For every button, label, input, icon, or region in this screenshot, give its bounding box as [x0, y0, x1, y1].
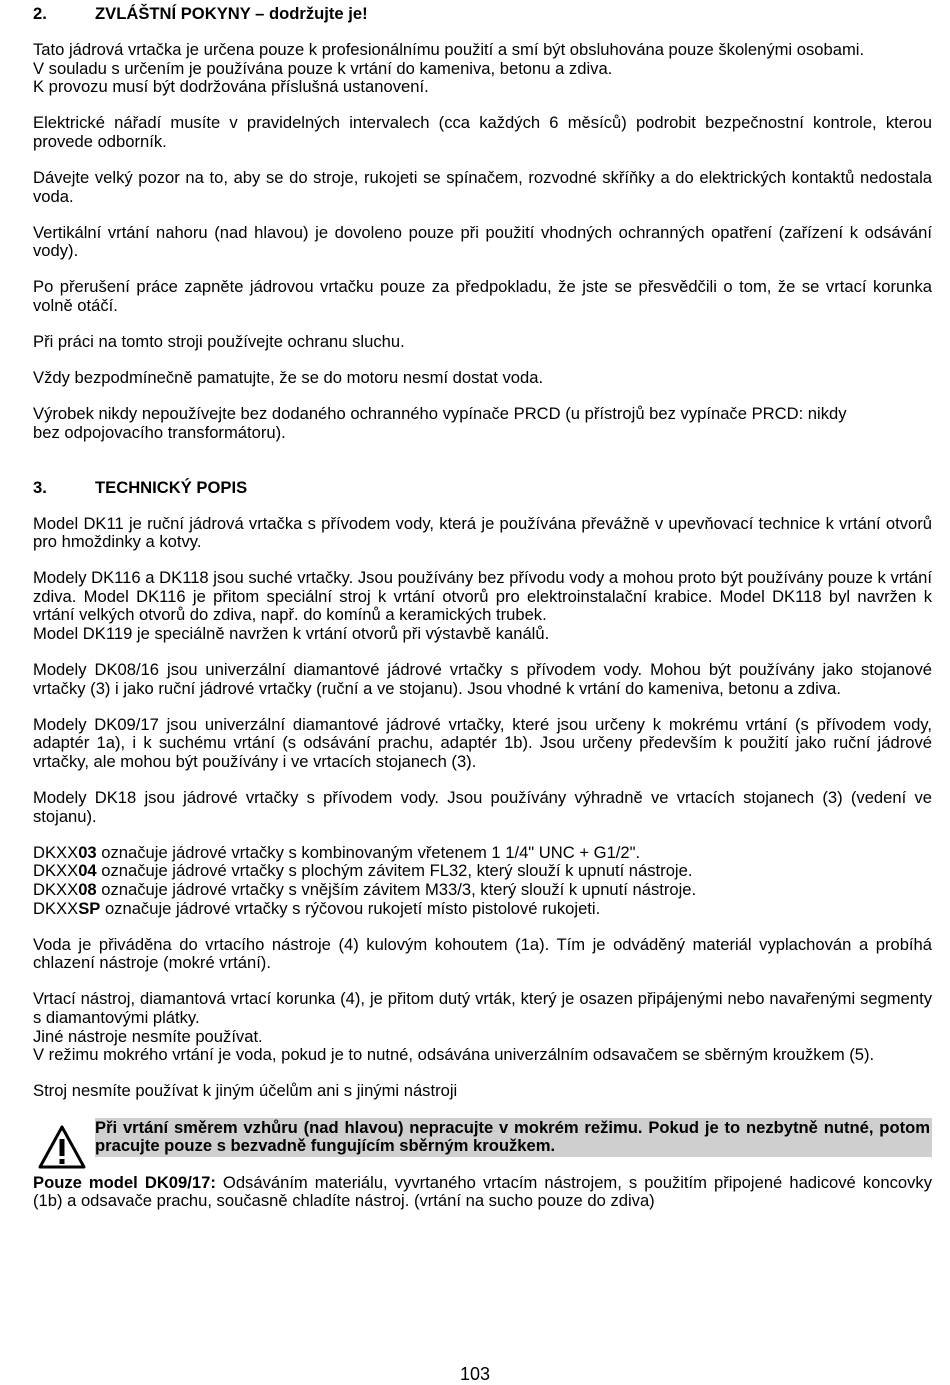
section-number: 3.	[33, 477, 47, 497]
paragraph: Jiné nástroje nesmíte používat.	[33, 1026, 263, 1046]
paragraph: Model DK11 je ruční jádrová vrtačka s přívodem vody, která je používána převážně v upevňovací technice k vrtání otvorů pro hmoždinky a kotvy.	[33, 513, 932, 552]
document-page	[33, 5, 932, 1211]
paragraph: K provozu musí být dodržována příslušná ustanovení.	[33, 77, 429, 97]
paragraph: Modely DK09/17 jsou univerzální diamantové jádrové vrtačky, které jsou určeny k mokrému vrtání (s přívodem vody, adaptér 1a), i k suchému vrtání (s odsávání prachu, adaptér 1b). Jsou určeny především k použití jako ruční jádrové vrtačky, ale mohou být používány i ve vrtacích stojanech (3).	[33, 714, 932, 772]
paragraph: Elektrické nářadí musíte v pravidelných intervalech (cca každých 6 měsíců) podrobit bezpečnostní kontrole, kterou provede odborník.	[33, 113, 932, 151]
warning-triangle-icon	[33, 1118, 95, 1170]
paragraph: Stroj nesmíte používat k jiným účelům ani s jinými nástroji	[33, 1081, 458, 1101]
paragraph: Vrtací nástroj, diamantová vrtací korunka (4), je přitom dutý vrták, který je osazen připájenými nebo navařenými segmenty s diamantovými plátky.	[33, 989, 932, 1027]
note-paragraph	[33, 1174, 932, 1211]
section-title: ZVLÁŠTNÍ POKYNY – dodržujte je!	[95, 4, 368, 23]
section-2-heading	[33, 5, 932, 24]
section-title: TECHNICKÝ POPIS	[95, 477, 248, 497]
model-code-line: DKXX08 označuje jádrové vrtačky s vnějším závitem M33/3, který slouží k upnutí nástroje.	[33, 880, 697, 899]
paragraph: Modely DK08/16 jsou univerzální diamantové jádrové vrtačky s přívodem vody. Mohou být používány jako stojanové vrtačky (3) i jako ruční jádrové vrtačky (ruční a ve stojanu). Jsou vhodné k vrtání do kameniva, betonu a zdiva.	[33, 660, 932, 698]
paragraph: Model DK119 je speciálně navržen k vrtání otvorů při výstavbě kanálů.	[33, 624, 550, 644]
section-number: 2.	[33, 4, 47, 23]
note-text: Odsáváním materiálu, vyvrtaného vrtacím nástrojem, s použitím připojené hadicové koncovky (1b) a odsavače prachu, současně chladíte nástroj. (vrtání na sucho pouze do zdiva)	[33, 1172, 932, 1211]
paragraph: Tato jádrová vrtačka je určena pouze k profesionálnímu použití a smí být obsluhována pouze školenými osobami.	[33, 40, 865, 60]
note-label: Pouze model DK09/17:	[33, 1172, 216, 1192]
paragraph: Při práci na tomto stroji používejte ochranu sluchu.	[33, 332, 405, 352]
paragraph: Po přerušení práce zapněte jádrovou vrtačku pouze za předpokladu, že jste se přesvědčili o tom, že se vrtací korunka volně otáčí.	[33, 277, 932, 316]
paragraph: bez odpojovacího transformátoru).	[33, 422, 286, 442]
section-3-heading	[33, 479, 932, 498]
model-code-list	[33, 844, 932, 918]
paragraph: V režimu mokrého vrtání je voda, pokud je to nutné, odsávána univerzálním odsavačem se sběrným kroužkem (5).	[33, 1045, 875, 1065]
paragraph: Vždy bezpodmínečně pamatujte, že se do motoru nesmí dostat voda.	[33, 368, 544, 388]
paragraph: V souladu s určením je používána pouze k vrtání do kameniva, betonu a zdiva.	[33, 58, 613, 78]
paragraph: Výrobek nikdy nepoužívejte bez dodaného ochranného vypínače PRCD (u přístrojů bez vypínače PRCD: nikdy	[33, 404, 847, 424]
paragraph: Modely DK116 a DK118 jsou suché vrtačky. Jsou používány bez přívodu vody a mohou proto být používány pouze k vrtání zdiva. Model DK116 je přitom speciální stroj k vrtání otvorů pro elektroinstalační krabice. Model DK118 byl navržen k vrtání velkých otvorů do zdiva, např. do komínů a keramických trubek.	[33, 568, 932, 625]
warning-block	[33, 1118, 932, 1170]
paragraph: Dávejte velký pozor na to, aby se do stroje, rukojeti se spínačem, rozvodné skříňky a do elektrických kontaktů nedostala voda.	[33, 168, 932, 206]
page-number: 103	[459, 1364, 491, 1384]
paragraph: Vertikální vrtání nahoru (nad hlavou) je dovoleno pouze při použití vhodných ochranných opatření (zařízení k odsávání vody).	[33, 222, 932, 261]
warning-text: Při vrtání směrem vzhůru (nad hlavou) nepracujte v mokrém režimu. Pokud je to nezbytně nutné, potom pracujte pouze s bezvadně fungujícím sběrným kroužkem.	[95, 1117, 930, 1156]
model-code-line: DKXXSP označuje jádrové vrtačky s rýčovou rukojetí místo pistolové rukojeti.	[33, 898, 601, 918]
paragraph: Voda je přiváděna do vrtacího nástroje (4) kulovým kohoutem (1a). Tím je odváděný materiál vyplachován a probíhá chlazení nástroje (mokré vrtání).	[33, 934, 932, 973]
paragraph: Modely DK18 jsou jádrové vrtačky s přívodem vody. Jsou používány výhradně ve vrtacích stojanech (3) (vedení ve stojanu).	[33, 788, 932, 826]
model-code-line: DKXX03 označuje jádrové vrtačky s kombinovaným vřetenem 1 1/4" UNC + G1/2".	[33, 842, 641, 862]
model-code-line: DKXX04 označuje jádrové vrtačky s plochým závitem FL32, který slouží k upnutí nástroje.	[33, 861, 693, 881]
